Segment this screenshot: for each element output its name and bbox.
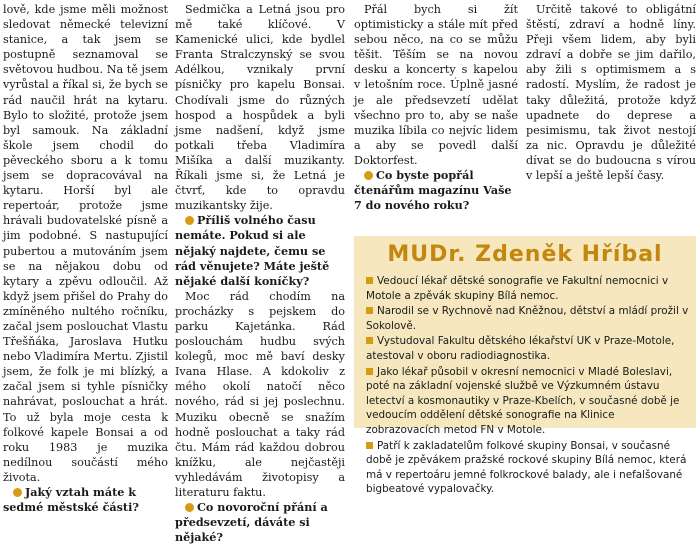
bio-list: [366, 274, 690, 498]
article-column-1: [3, 2, 168, 515]
interview-question: Příliš volného času nemáte. Pokud si ale nějaký najdete, čemu se rád věnujete? Máte ještě nějaké další koníčky?: [175, 213, 330, 288]
square-bullet-icon: [366, 337, 373, 344]
interview-question: Jaký vztah máte k sedmé městské části?: [3, 485, 139, 515]
article-paragraph: lově, kde jsme měli možnost sledovat německé televizní stanice, a tak jsem se postupně seznamoval se světovou hudbou. Na tě jsem vyrůstal a říkal si, že bych se rád naučil hrát na kytaru. Bylo to složité, protože jsem byl samouk. Na základní škole jsem chodil do pěveckého sboru a k tomu jsem se dopracovával na kytaru. Horší byl ale repertoár, protože jsme hrávali budovatelské písně a jim podobné. S nastupující pubertou a mutováním jsem se na nějakou dobu od kytary a zpěvu odloučil. Až když jsem přišel do Prahy do zmíněného nultého ročníku, začal jsem poslouchat Vlastu Třešňáka, Jaroslava Hutku nebo Vladimíra Mertu. Zjistil jsem, že folk je mi blízký, a začal jsem si tyhle písničky nahrávat, poslouchat a hrát. To už byla moje cesta k folkové kapele Bonsai a od roku 1983 je muzika nedílnou součástí mého života.: [3, 3, 168, 484]
bio-title: MUDr. Zdeněk Hříbal: [387, 242, 663, 267]
bio-item: Patří k zakladatelům folkové skupiny Bonsai, v současné době je zpěvákem pražské rockové skupiny Bílá nemoc, která má v repertoáru jemné folkrockové balady, ale i nefalšované bigbeatové vypalovačky.: [366, 439, 687, 496]
bio-box: [354, 236, 696, 496]
bio-item: Jako lékař působil v okresní nemocnici v Mladé Boleslavi, poté na základní vojenské službě ve Výzkumném ústavu letectví a kosmonautiky v Praze-Kbelích, v současné době je vedoucím oddělení dětské sonografie na Klinice zobrazovacích metod FN v Motole.: [366, 365, 680, 436]
interview-question: Co byste popřál čtenářům magazínu Vaše 7 do nového roku?: [354, 168, 512, 213]
bio-item: Vystudoval Fakultu dětského lékařství UK v Praze-Motole, atestoval v oboru radiodiagnostika.: [366, 335, 675, 362]
square-bullet-icon: [366, 307, 373, 314]
square-bullet-icon: [366, 368, 373, 375]
bio-item: Vedoucí lékař dětské sonografie ve Fakultní nemocnici v Motole a zpěvák skupiny Bílá nemoc.: [366, 275, 669, 302]
article-column-2: [175, 2, 345, 545]
bullet-dot-icon: [364, 171, 373, 180]
article-column-4: [526, 2, 696, 183]
article-column-3: [354, 2, 518, 213]
bullet-dot-icon: [185, 216, 194, 225]
bullet-dot-icon: [13, 488, 22, 497]
article-paragraph: Určitě takové to obligátní štěstí, zdraví a hodně líny. Přeji všem lidem, aby byli zdraví a dobře se jim dařilo, aby žili s optimismem a s radostí. Myslím, že radost je taky důležitá, protože když upadnete do deprese a pesimismu, tak život nestojí za nic. Opravdu je důležité dívat se do budoucna s vírou v lepší a ještě lepší časy.: [526, 3, 696, 183]
bio-item: Narodil se v Rychnově nad Kněžnou, dětství a mládí prožil v Sokolově.: [366, 305, 689, 332]
article-paragraph: Sedmička a Letná jsou pro mě také klíčové. V Kamenické ulici, kde bydlel Franta Stralczynský se svou Adélkou, vznikaly první písničky pro kapelu Bonsai. Chodívali jsme do různých hospod a hospůdek a byli jsme nadšení, když jsme potkali třeba Vladimíra Mišíka a další muzikanty. Říkali jsme si, že Letná je čtvrť, kde to opravdu muzikantsky žije.: [175, 3, 345, 213]
square-bullet-icon: [366, 277, 373, 284]
square-bullet-icon: [366, 442, 373, 449]
bullet-dot-icon: [185, 503, 194, 512]
article-paragraph: Moc rád chodím na procházky s pejskem do parku Kajetánka. Rád poslouchám hudbu svých kolegů, moc mě baví desky Ivana Hlase. A kdokoliv z mého okolí natočí něco nového, rád si jej poslechnu. Muziku obecně se snažím hodně poslouchat a taky rád čtu. Mám rád každou dobrou knížku, ale nejčastěji vyhledávám životopisy a literaturu faktu.: [175, 289, 345, 499]
article-paragraph: Přál bych si žít optimisticky a stále mít před sebou něco, na co se můžu těšit. Těším se na novou desku a koncerty s kapelou v letošním roce. Úplně jasné je ale předsevzetí udělat všechno pro to, aby se naše muzika líbila co nejvíc lidem a aby se povedl další Doktorfest.: [354, 3, 518, 167]
interview-question: Co novoroční přání a předsevzetí, dáváte si nějaké?: [175, 500, 328, 545]
